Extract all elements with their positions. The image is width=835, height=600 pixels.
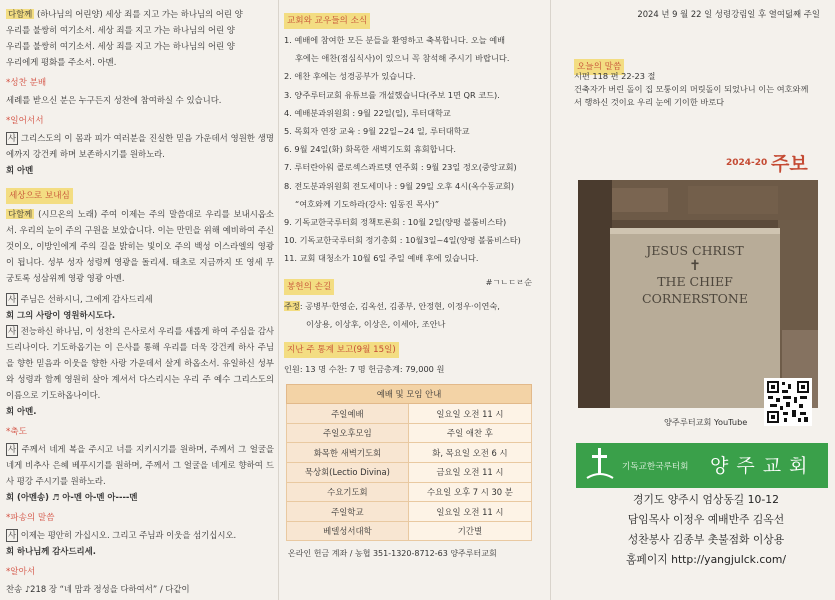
inscription-line: CORNERSTONE: [642, 291, 748, 306]
stats: 인원: 13 명 수찬: 7 명 헌금총계: 79,000 원: [284, 364, 445, 375]
news-item: 4. 예배분과위원회 : 9월 22일(일), 루터대학교: [284, 107, 451, 118]
homepage-link[interactable]: 홈페이지 http://yangjulck.com/: [625, 553, 787, 566]
response: [6, 162, 274, 178]
youtube-link[interactable]: 양주루터교회 YouTube: [664, 417, 748, 427]
church-name: 양 주 교 회: [710, 455, 809, 477]
table-row: [287, 423, 532, 443]
issue-number: 2024-20: [726, 158, 768, 168]
text: 이제는 평안히 가십시오. 그리고 주님과 이웃을 섬기십시오.: [18, 530, 237, 540]
cell: 기간별: [408, 521, 531, 541]
label: 주정: [284, 300, 300, 311]
bulletin-date: 2024 년 9 월 22 일 성령강림일 후 열여덟째 주일: [637, 9, 820, 19]
text: 그리스도의 이 몸과 피가 여러분을 진실한 믿음 가운데서 영원한 생명에까지 강건케 하며 보존하시기를 원하노라.: [6, 133, 274, 159]
news-item: 5. 목회자 연장 교육 : 9월 22일~24 일, 루터대학교: [284, 126, 470, 137]
section-title: *파송의 말씀: [6, 513, 55, 523]
address-line: 경기도 양주시 엄상동길 10-12: [633, 493, 779, 506]
cross-icon: ✝: [689, 258, 701, 274]
staff-line: 성찬봉사 김종부 촛불점화 이상용: [627, 533, 785, 546]
bulletin-title: 주보: [771, 153, 808, 175]
flowers-list: 이상용, 이상후, 이상은, 이세아, 조안나: [306, 318, 446, 329]
line: 우리에게 평화를 주소서. 아멘.: [6, 57, 117, 67]
left-panel: [6, 0, 274, 600]
paragraph: [6, 441, 274, 489]
text: : 공병부·한영순, 김옥선, 김종부, 안정현, 이정우·이연숙,: [299, 300, 500, 311]
word-title: 오늘의 말씀: [574, 59, 624, 75]
scripture-ref: 시편 118 편 22-23 절: [574, 71, 656, 81]
text: (아멘송) ♬ 아-멘 아-멘 아----멘: [14, 492, 138, 502]
section-title: *일어서서: [6, 116, 44, 126]
text: 후에는 애찬(점심식사)이 있으니 꼭 참석해 주시기 바랍니다.: [295, 53, 510, 64]
news-item: [284, 195, 546, 213]
fold-line: [278, 0, 279, 600]
table-row: [287, 443, 532, 463]
news-item: [284, 49, 546, 67]
cell: 주일 애찬 후: [408, 423, 531, 443]
youtube-qr-code[interactable]: [764, 378, 812, 426]
qr-code-icon: [766, 380, 810, 424]
news-item: 9. 기독교한국루터회 정책토론회 : 10월 2일(양평 볼룸비스타): [284, 217, 507, 228]
text: 하나님께 감사드리세.: [14, 546, 96, 556]
stats-title: 지난 주 통계 보고(9월 15일): [284, 342, 399, 358]
scripture-text: 건축자가 버린 돌이 집 모퉁이의 머릿돌이 되었나니 이는 여호와께서 행하신 것이요 우리 눈에 기이한 바로다: [574, 84, 809, 107]
account-info: 온라인 헌금 계좌 / 농협 351-1320-8712-63 양주루터교회: [288, 549, 497, 558]
text: 전능하신 하나님, 이 성찬의 은사로서 우리를 새롭게 하여 주심을 감사드리나이다. 기도하옵기는 이 은사를 통해 우리를 더욱 강건케 하사 주님을 향한 믿음과 이웃을 향한 사랑 가운데서 살게 하옵소서. 유일하신 성부와 성령과 함께 영원히 살아 계셔서 다스리시는 우리 주 예수 그리스도의 이름으로 기도하옵나이다.: [6, 326, 274, 400]
label: 다함께: [8, 9, 33, 19]
leader-label: 사: [8, 294, 17, 304]
text: 주님은 선하시니, 그에게 감사드리세: [18, 294, 153, 304]
news-item: 8. 전도분과위원회 전도세미나 : 9월 29일 오후 4시(옥수동교회): [284, 180, 515, 191]
table-row: [287, 463, 532, 483]
section-title: *성찬 분배: [6, 78, 47, 88]
news-item: 1. 예배에 참여한 모든 분들을 환영하고 축복합니다. 오늘 예배: [284, 35, 506, 45]
paragraph: [6, 130, 274, 162]
text: 아멘: [14, 165, 34, 175]
table-header: 예배 및 모임 안내: [287, 385, 532, 404]
cell: 베델성서대학: [287, 521, 409, 541]
paragraph: [6, 206, 274, 286]
inscription-line: JESUS CHRIST: [646, 243, 744, 258]
congregation-label: 회: [6, 492, 15, 502]
cornerstone-photo: [578, 180, 818, 408]
paragraph: [6, 527, 274, 543]
paragraph: 찬송 ♪218 장 “네 맘과 정성을 다하여서” / 다같이: [6, 584, 190, 594]
response: [6, 543, 274, 559]
news-item: 6. 9월 24일(화) 화목한 새벽기도회 휴회합니다.: [284, 144, 456, 155]
flowers-tag: #ㄱㄴㄷㄹ순: [485, 276, 532, 287]
table-row: [287, 502, 532, 522]
line: (하나님의 어린양) 세상 죄를 지고 가는 하나님의 어린 양: [34, 9, 243, 19]
table-row: [287, 521, 532, 541]
leader-label: 사: [8, 530, 17, 540]
congregation-label: 회: [6, 406, 15, 416]
fold-line: [550, 0, 551, 600]
denomination-name: 기독교한국루터회: [622, 462, 689, 472]
text: 아멘.: [14, 406, 37, 416]
section-title: 세상으로 보내심: [6, 188, 73, 204]
church-info: [586, 490, 826, 570]
paragraph: 세례를 받으신 분은 누구든지 성찬에 참여하실 수 있습니다.: [6, 95, 222, 105]
cell: 일요일 오전 11 시: [408, 502, 531, 522]
right-panel: [556, 0, 832, 600]
congregation-label: 회: [6, 310, 15, 320]
church-banner: [576, 443, 828, 488]
middle-panel: [284, 0, 546, 600]
stone-inscription: [610, 242, 780, 307]
text: “여호와께 기도하라(강사: 임동진 목사)”: [295, 198, 440, 209]
schedule-table: [286, 384, 532, 541]
response: [6, 489, 274, 505]
news-title: 교회와 교우들의 소식: [284, 13, 370, 29]
cell: 주일예배: [287, 404, 409, 424]
paragraph: [6, 323, 274, 403]
leader-label: 사: [8, 444, 17, 454]
news-item: 10. 기독교한국루터회 정기총회 : 10월3일~4일(양평 볼룸비스타): [284, 235, 521, 246]
news-item: 2. 애찬 후에는 성경공부가 있습니다.: [284, 71, 416, 82]
response: [6, 403, 274, 419]
news-item: 7. 루터란아워 콜로섹스콰르텟 연주회 : 9월 23일 정오(중앙교회): [284, 162, 517, 173]
cell: 화목한 새벽기도회: [287, 443, 409, 463]
text: 그의 사랑이 영원하시도다.: [14, 310, 116, 320]
paragraph: [6, 291, 274, 307]
cell: 일요일 오전 11 시: [408, 404, 531, 424]
text: 주께서 네게 복을 주시고 너를 지키시기를 원하며, 주께서 그 얼굴을 네게 비추사 은혜 베푸시기를 원하며, 주께서 그 얼굴을 네게로 향하여 드사 평강 주시기를 원하노라.: [6, 444, 274, 486]
cell: 수요기도회: [287, 482, 409, 502]
section-title: *축도: [6, 427, 27, 437]
line: 우리를 불쌍히 여기소서. 세상 죄를 지고 가는 하나님의 어린 양: [6, 41, 235, 51]
text: (시므온의 노래) 주여 이제는 주의 말씀대로 우리를 보내시옵소서. 우리의 눈이 주의 구원을 보았습니다. 이는 만민을 위해 예비하여 주신 것이오, 이방인에게 주의 길을 밝히는 빛이오 주의 백성 이스라엘의 영광이 됩니다. 성부 성자 성령께 영광을 돌리세. 태초로 지금까지 또 영세 무궁토록 성삼위께 영광 영광 아멘.: [6, 209, 274, 283]
flowers-title: 봉헌의 손길: [284, 279, 334, 295]
church-logo-icon: [586, 446, 614, 486]
cell: 묵상회(Lectio Divina): [287, 463, 409, 483]
cell: 화, 목요일 오전 6 시: [408, 443, 531, 463]
line: 우리를 불쌍히 여기소서. 세상 죄를 지고 가는 하나님의 어린 양: [6, 25, 235, 35]
response: [6, 307, 274, 323]
leader-label: 사: [8, 326, 17, 336]
inscription-line: THE CHIEF: [657, 274, 733, 289]
news-item: 3. 양주루터교회 유튜브를 개설했습니다(주보 1면 QR 코드).: [284, 89, 500, 100]
flowers-list: [284, 297, 546, 315]
congregation-label: 회: [6, 165, 15, 175]
news-list: [284, 31, 546, 268]
lamb-hymn: [6, 6, 274, 70]
section-title: *알아서: [6, 567, 36, 577]
staff-line: 담임목사 이정우 예배반주 김옥선: [627, 513, 785, 526]
table-row: [287, 404, 532, 424]
leader-label: 사: [8, 133, 17, 143]
word-body: [574, 70, 814, 109]
congregation-label: 회: [6, 546, 15, 556]
cell: 수요일 오후 7 시 30 분: [408, 482, 531, 502]
cell: 금요일 오전 11 시: [408, 463, 531, 483]
news-item: 11. 교회 대청소가 10월 6일 주일 예배 후에 있습니다.: [284, 253, 479, 264]
cell: 주일오후모임: [287, 423, 409, 443]
cell: 주일학교: [287, 502, 409, 522]
table-row: [287, 482, 532, 502]
label: 다함께: [8, 209, 33, 219]
